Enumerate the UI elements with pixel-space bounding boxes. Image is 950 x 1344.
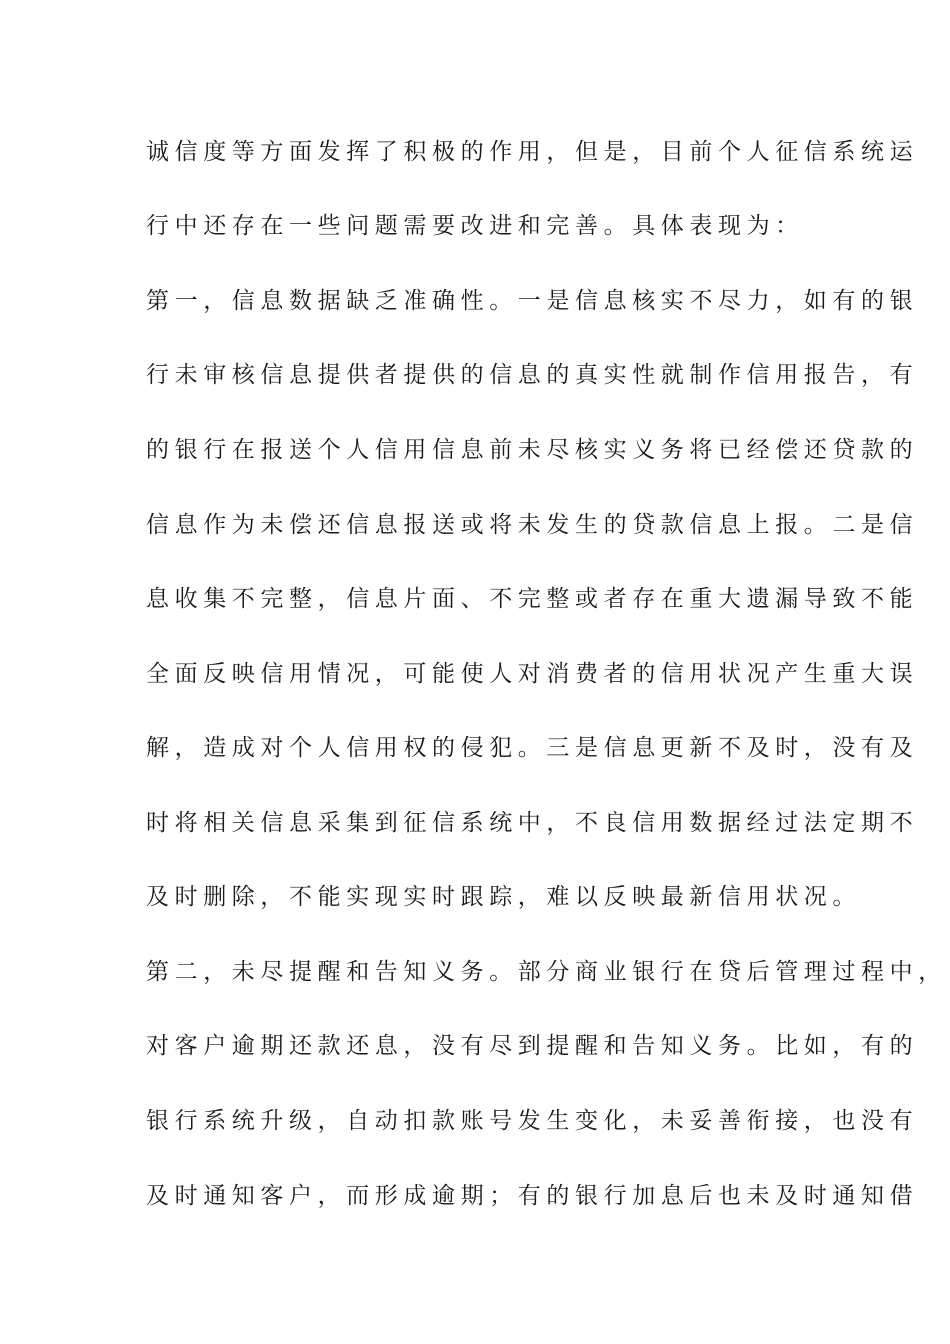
paragraph-line: 及时删除，不能实现实时跟踪，难以反映最新信用状况。: [146, 884, 861, 910]
paragraph-line: 解，造成对个人信用权的侵犯。三是信息更新不及时，没有及: [146, 735, 919, 761]
paragraph-line: 时将相关信息采集到征信系统中，不良信用数据经过法定期不: [146, 810, 919, 836]
paragraph-line: 对客户逾期还款还息，没有尽到提醒和告知义务。比如，有的: [146, 1033, 919, 1059]
paragraph-line: 行中还存在一些问题需要改进和完善。具体表现为：: [146, 213, 804, 239]
paragraph-line: 及时通知客户，而形成逾期；有的银行加息后也未及时通知借: [146, 1183, 919, 1209]
paragraph-line: 息收集不完整，信息片面、不完整或者存在重大遗漏导致不能: [146, 586, 919, 612]
paragraph-line: 银行系统升级，自动扣款账号发生变化，未妥善衔接，也没有: [146, 1108, 919, 1134]
paragraph-line: 诚信度等方面发挥了积极的作用，但是，目前个人征信系统运: [146, 139, 919, 165]
paragraph-line: 第一，信息数据缺乏准确性。一是信息核实不尽力，如有的银: [146, 288, 919, 314]
paragraph-line: 的银行在报送个人信用信息前未尽核实义务将已经偿还贷款的: [146, 437, 919, 463]
paragraph-line: 信息作为未偿还信息报送或将未发生的贷款信息上报。二是信: [146, 512, 919, 538]
paragraph-line: 行未审核信息提供者提供的信息的真实性就制作信用报告，有: [146, 362, 919, 388]
paragraph-line: 全面反映信用情况，可能使人对消费者的信用状况产生重大误: [146, 661, 919, 687]
paragraph-line: 第二，未尽提醒和告知义务。部分商业银行在贷后管理过程中，: [146, 959, 947, 985]
